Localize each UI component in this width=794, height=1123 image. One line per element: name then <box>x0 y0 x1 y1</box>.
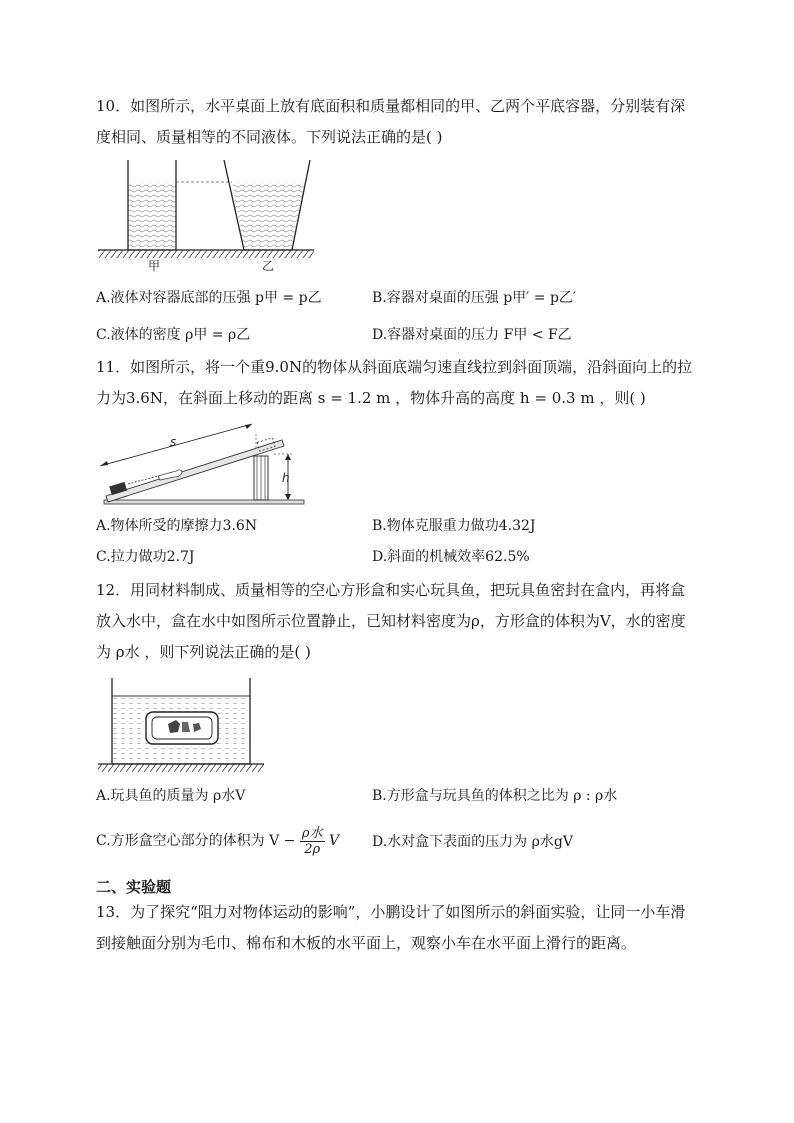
q12-option-b: B.方形盒与玩具鱼的体积之比为 ρ : ρ水 <box>372 788 618 804</box>
q12-option-c <box>96 822 339 860</box>
q12-option-c-prefix: C.方形盒空心部分的体积为 V − <box>96 833 296 849</box>
figure-box-in-water <box>96 676 268 776</box>
figure-two-containers <box>96 158 322 274</box>
q10-option-b: B.容器对桌面的压强 p甲′ = p乙′ <box>372 290 577 306</box>
q10-option-c: C.液体的密度 ρ甲 = ρ乙 <box>96 327 251 343</box>
question-11-text: 11．如图所示，将一个重9.0N的物体从斜面底端匀速直线拉到斜面顶端，沿斜面向上的拉力为3.6N，在斜面上移动的距离 s = 1.2 m ，物体升高的高度 h = 0.3 m ，则( ) <box>96 358 693 407</box>
fraction-numerator: ρ水 <box>301 825 323 841</box>
question-13-text: 13．为了探究“阻力对物体运动的影响”，小鹏设计了如图所示的斜面实验，让同一小车滑到接触面分别为毛巾、棉布和木板的水平面上，观察小车在水平面上滑行的距离。 <box>96 903 686 952</box>
q11-option-c: C.拉力做功2.7J <box>96 549 195 565</box>
q11-option-d: D.斜面的机械效率62.5% <box>372 549 530 565</box>
fraction-denominator: 2ρ <box>304 841 321 857</box>
q12-option-c-fraction <box>300 826 325 857</box>
q11-option-a: A.物体所受的摩擦力3.6N <box>96 518 258 534</box>
label-yi: 乙 <box>262 259 275 273</box>
q12-option-c-suffix: V <box>328 833 340 849</box>
q12-option-d: D.水对盒下表面的压力为 ρ水gV <box>372 834 573 850</box>
figure-inclined-plane <box>96 420 322 508</box>
q11-option-b: B.物体克服重力做功4.32J <box>372 518 536 534</box>
q10-option-a: A.液体对容器底部的压强 p甲 = p乙 <box>96 290 322 306</box>
q12-option-a: A.玩具鱼的质量为 ρ水V <box>96 788 246 804</box>
label-h: h <box>282 471 290 485</box>
question-10-text: 10．如图所示，水平桌面上放有底面积和质量都相同的甲、乙两个平底容器，分别装有深度相同、质量相等的不同液体。下列说法正确的是( ) <box>96 97 686 146</box>
label-s: s <box>170 435 177 449</box>
label-jia: 甲 <box>148 259 161 273</box>
question-12-text: 12．用同材料制成、质量相等的空心方形盒和实心玩具鱼，把玩具鱼密封在盒内，再将盒放入水中，盒在水中如图所示位置静止，已知材料密度为ρ，方形盒的体积为V，水的密度为 ρ水 ，则下列说法正确的是( ) <box>96 581 686 661</box>
q10-option-d: D.容器对桌面的压力 F甲 < F乙 <box>372 327 572 343</box>
section-title-experiment: 二、实验题 <box>96 878 172 896</box>
